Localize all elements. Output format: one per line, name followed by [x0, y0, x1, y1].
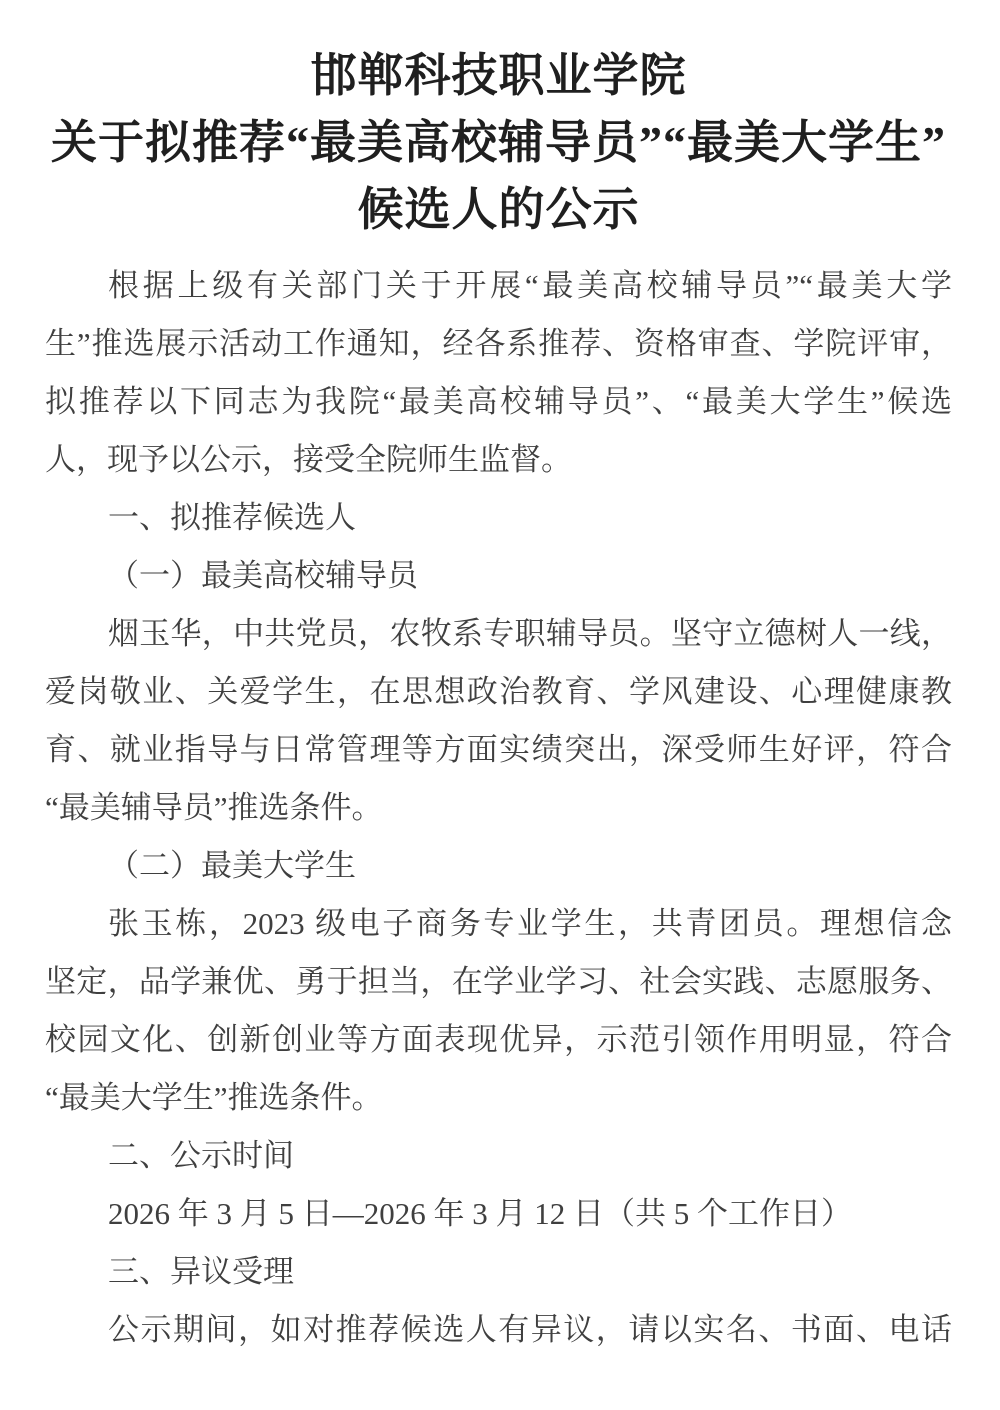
body-line: 校园文化、创新创业等方面表现优异，示范引领作用明显，符合: [45, 1022, 952, 1057]
body-line: 人，现予以公示，接受全院师生监督。: [45, 442, 572, 477]
section-heading-2: 二、公示时间: [108, 1138, 294, 1173]
body-line: 烟玉华，中共党员，农牧系专职辅导员。坚守立德树人一线，: [108, 616, 952, 651]
body-line: “最美辅导员”推选条件。: [45, 790, 383, 825]
body-line: 拟推荐以下同志为我院“最美高校辅导员”、“最美大学生”候选: [45, 384, 952, 419]
body-line: 张玉栋，2023 级电子商务专业学生，共青团员。理想信念: [108, 906, 952, 941]
document-body: [45, 257, 952, 1359]
body-line: 公示期间，如对推荐候选人有异议，请以实名、书面、电话: [108, 1312, 952, 1347]
section-heading-1: 一、拟推荐候选人: [108, 500, 356, 535]
body-line: 爱岗敬业、关爱学生，在思想政治教育、学风建设、心理健康教: [45, 674, 952, 709]
body-line: 生”推选展示活动工作通知，经各系推荐、资格审查、学院评审，: [45, 326, 952, 361]
body-line: 育、就业指导与日常管理等方面实绩突出，深受师生好评，符合: [45, 732, 952, 767]
title-line-notice-type: 候选人的公示: [357, 184, 640, 235]
document-title: [45, 42, 952, 243]
section-heading-3: 三、异议受理: [108, 1254, 294, 1289]
body-line: 根据上级有关部门关于开展“最美高校辅导员”“最美大学: [108, 268, 952, 303]
body-line: 坚定，品学兼优、勇于担当，在学业学习、社会实践、志愿服务、: [45, 964, 952, 999]
title-line-college-name: 邯郸科技职业学院: [310, 50, 687, 101]
publicity-date-line: 2026 年 3 月 5 日—2026 年 3 月 12 日（共 5 个工作日）: [108, 1196, 852, 1231]
title-line-subject: 关于拟推荐“最美高校辅导员”“最美大学生”: [51, 117, 946, 168]
body-line: “最美大学生”推选条件。: [45, 1080, 383, 1115]
subsection-heading-1: （一）最美高校辅导员: [108, 558, 418, 593]
subsection-heading-2: （二）最美大学生: [108, 848, 356, 883]
